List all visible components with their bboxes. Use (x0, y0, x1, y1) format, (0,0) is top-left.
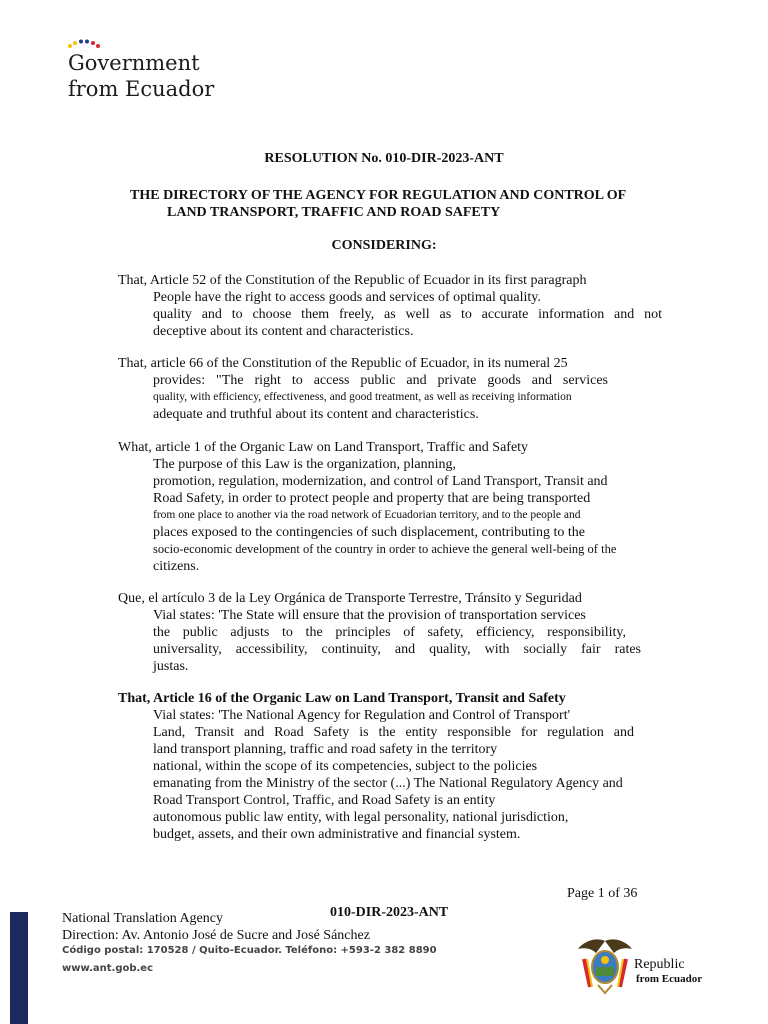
paragraph-line: places exposed to the contingencies of such displacement, contributing to the (153, 525, 585, 540)
footer-website-link[interactable]: www.ant.gob.ec (62, 963, 154, 974)
paragraph-line: Road Transport Control, Traffic, and Road Safety is an entity (153, 793, 496, 808)
paragraph-line: The purpose of this Law is the organization, planning, (153, 457, 457, 472)
paragraph-line: deceptive about its content and characteristics. (153, 324, 414, 339)
paragraph-line: universality, accessibility, continuity, and quality, with socially fair rates (153, 642, 641, 657)
paragraph-3 (118, 439, 670, 575)
footer-agency-name: National Translation Agency (62, 911, 223, 926)
paragraph-line: the public adjusts to the principles of safety, efficiency, responsibility, (153, 625, 626, 640)
paragraph-line: provides: "The right to access public and private goods and services (153, 373, 608, 388)
footer-accent-bar (10, 912, 28, 1024)
paragraph-line: socio-economic development of the country in order to achieve the general well-being of the (153, 542, 617, 556)
paragraph-line: budget, assets, and their own administrative and financial system. (153, 827, 521, 842)
paragraph-line: Vial states: 'The National Agency for Regulation and Control of Transport' (153, 708, 571, 723)
paragraph-2 (118, 355, 670, 423)
paragraph-lead: That, Article 52 of the Constitution of the Republic of Ecuador in its first paragraph (118, 273, 587, 288)
paragraph-lead: That, article 66 of the Constitution of the Republic of Ecuador, in its numeral 25 (118, 356, 568, 371)
paragraph-line: justas. (153, 659, 189, 674)
document-code: 010-DIR-2023-ANT (330, 905, 449, 920)
seal-line-1: Republic (634, 957, 685, 972)
paragraph-line: national, within the scope of its competencies, subject to the policies (153, 759, 538, 774)
paragraph-lead: That, Article 16 of the Organic Law on Land Transport, Transit and Safety (118, 691, 566, 706)
paragraph-1 (118, 272, 670, 340)
logo-line-2: from Ecuador (68, 77, 215, 101)
paragraph-lead: Que, el artículo 3 de la Ley Orgánica de Transporte Terrestre, Tránsito y Seguridad (118, 591, 582, 606)
paragraph-line: adequate and truthful about its content and characteristics. (153, 407, 479, 422)
logo-line-1: Government (68, 51, 200, 75)
paragraph-line: land transport planning, traffic and road safety in the territory (153, 742, 498, 757)
paragraph-4 (118, 590, 670, 675)
footer-postal-info: Código postal: 170528 / Quito-Ecuador. Teléfono: +593-2 382 8890 (62, 945, 437, 956)
paragraph-line: promotion, regulation, modernization, and control of Land Transport, Transit and (153, 474, 608, 489)
paragraph-line: quality, with efficiency, effectiveness, and good treatment, as well as receiving information (153, 391, 572, 403)
page-number: Page 1 of 36 (567, 886, 638, 901)
seal-line-2: from Ecuador (636, 973, 703, 985)
resolution-title: RESOLUTION No. 010-DIR-2023-ANT (264, 151, 504, 166)
logo-text (68, 50, 214, 102)
directory-title-line-1: THE DIRECTORY OF THE AGENCY FOR REGULATION AND CONTROL OF (130, 188, 627, 203)
paragraph-line: autonomous public law entity, with legal personality, national jurisdiction, (153, 810, 569, 825)
paragraph-line: Vial states: 'The State will ensure that the provision of transportation services (153, 608, 586, 623)
paragraph-5 (118, 690, 670, 843)
paragraph-line: emanating from the Ministry of the sector (...) The National Regulatory Agency and (153, 776, 623, 791)
paragraph-line: People have the right to access goods and services of optimal quality. (153, 290, 541, 305)
paragraph-line: Land, Transit and Road Safety is the entity responsible for regulation and (153, 725, 634, 740)
footer-address: Direction: Av. Antonio José de Sucre and José Sánchez (62, 928, 370, 943)
paragraph-line: Road Safety, in order to protect people and property that are being transported (153, 491, 591, 506)
considering-heading: CONSIDERING: (331, 238, 437, 253)
paragraph-line: citizens. (153, 559, 200, 574)
paragraph-line: from one place to another via the road network of Ecuadorian territory, and to the people and (153, 509, 581, 521)
directory-title-line-2: LAND TRANSPORT, TRAFFIC AND ROAD SAFETY (167, 205, 501, 220)
paragraph-lead: What, article 1 of the Organic Law on Land Transport, Traffic and Safety (118, 440, 529, 455)
coat-of-arms-icon (574, 937, 636, 995)
paragraph-line: quality and to choose them freely, as well as to accurate information and not (153, 307, 662, 322)
seal-text (634, 958, 702, 986)
